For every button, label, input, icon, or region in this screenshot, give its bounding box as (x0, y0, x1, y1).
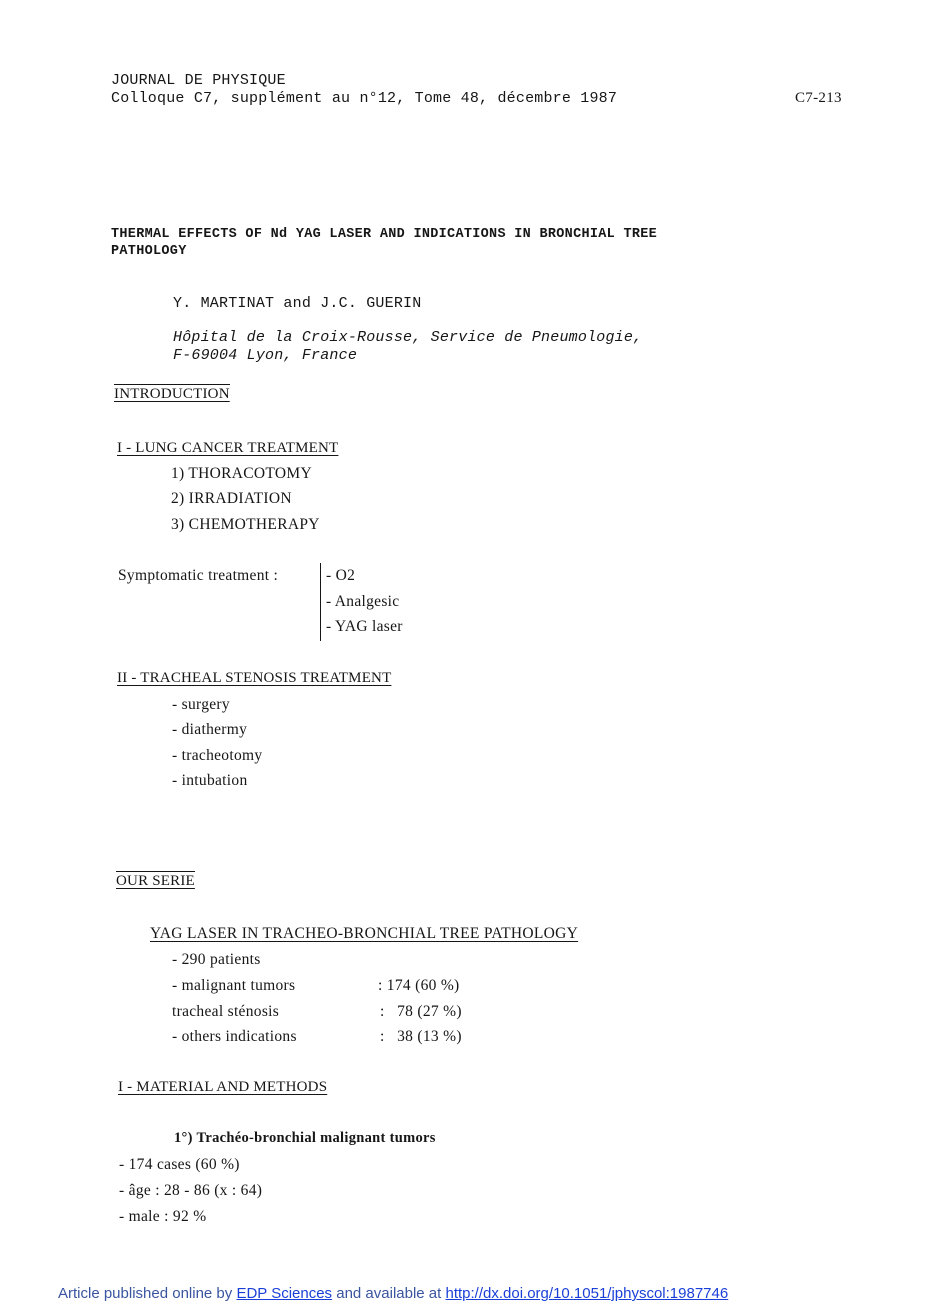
symptomatic-item-3: - YAG laser (326, 618, 403, 635)
page-code: C7-213 (795, 90, 842, 106)
colloque-info: Colloque C7, supplément au n°12, Tome 48, décembre 1987 (111, 90, 618, 107)
serie-row-3-value: : 38 (13 %) (380, 1028, 462, 1045)
serie-row-3-label: - others indications (172, 1028, 297, 1045)
paper-title-line-2: PATHOLOGY (111, 244, 187, 259)
serie-row-2-value: : 78 (27 %) (380, 1003, 462, 1020)
affiliation-line-1: Hôpital de la Croix-Rousse, Service de Pneumologie, (173, 329, 643, 346)
serie-row-1-value: : 174 (60 %) (378, 977, 460, 994)
patients-count: - 290 patients (172, 951, 261, 968)
lung-cancer-heading: I - LUNG CANCER TREATMENT (117, 440, 339, 456)
lung-item-3: 3) CHEMOTHERAPY (171, 516, 320, 533)
footer-notice (58, 1285, 728, 1302)
affiliation-line-2: F-69004 Lyon, France (173, 347, 358, 364)
authors: Y. MARTINAT and J.C. GUERIN (173, 295, 422, 312)
edp-sciences-link[interactable]: EDP Sciences (236, 1285, 333, 1302)
paper-title-line-1: THERMAL EFFECTS OF Nd YAG LASER AND INDICATIONS IN BRONCHIAL TREE (111, 227, 658, 242)
lung-item-1: 1) THORACOTOMY (171, 465, 312, 482)
material-methods-heading: I - MATERIAL AND METHODS (118, 1079, 328, 1095)
material-item-2: - âge : 28 - 86 (x : 64) (119, 1182, 263, 1199)
material-item-3: - male : 92 % (119, 1208, 207, 1225)
introduction-heading: INTRODUCTION (114, 386, 230, 402)
tracheal-stenosis-heading: II - TRACHEAL STENOSIS TREATMENT (117, 670, 392, 686)
material-item-1: - 174 cases (60 %) (119, 1156, 240, 1173)
malignant-tumors-subheading: 1°) Trachéo-bronchial malignant tumors (174, 1130, 436, 1146)
tracheal-item-1: - surgery (172, 696, 230, 713)
tracheal-item-2: - diathermy (172, 721, 248, 738)
symptomatic-item-1: - O2 (326, 567, 356, 584)
lung-item-2: 2) IRRADIATION (171, 490, 292, 507)
journal-name: JOURNAL DE PHYSIQUE (111, 72, 286, 89)
yag-laser-subheading: YAG LASER IN TRACHEO-BRONCHIAL TREE PATHOLOGY (150, 925, 579, 942)
tracheal-item-4: - intubation (172, 772, 248, 789)
footer-prefix: Article published online by (58, 1285, 233, 1302)
our-serie-heading: OUR SERIE (116, 873, 195, 889)
footer-middle: and available at (336, 1285, 442, 1302)
symptomatic-label: Symptomatic treatment : (118, 567, 279, 584)
symptomatic-item-2: - Analgesic (326, 593, 400, 610)
serie-row-1-label: - malignant tumors (172, 977, 296, 994)
doi-link[interactable]: http://dx.doi.org/10.1051/jphyscol:1987746 (445, 1285, 729, 1302)
tracheal-item-3: - tracheotomy (172, 747, 263, 764)
serie-row-2-label: tracheal sténosis (172, 1003, 280, 1020)
symptomatic-brace (320, 563, 321, 641)
